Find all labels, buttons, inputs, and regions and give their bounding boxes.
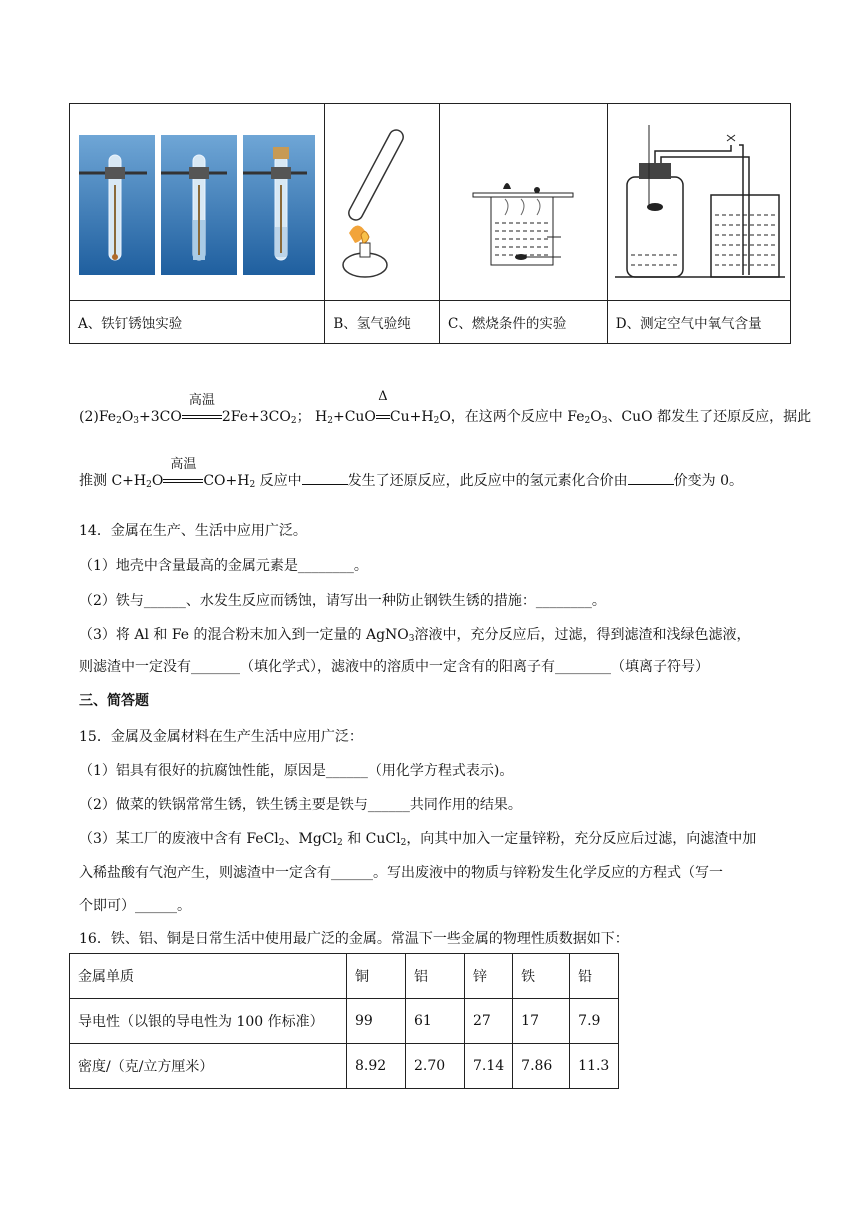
q13-part2-line1: $(2)Fe_2O_3+3CO$ 高温 $2Fe+3CO_2$； $H_2+CuO$ Δ $Cu+H_2O$，在这两个反应中 $Fe_2O_3$、CuO 都发生了还原反应，据此 — [79, 389, 812, 426]
table-cell: 11.3 — [570, 1044, 619, 1089]
q15-part3-line1: （3）某工厂的废液中含有 FeCl$_2$、MgCl$_2$ 和 CuCl$_2$，向其中加入一定量锌粉，充分反应后过滤，向滤渣中加 — [79, 831, 757, 848]
q14-part2: （2）铁与______、水发生反应而锈蚀，请写出一种防止钢铁生锈的措施：________。 — [79, 593, 606, 609]
q15-part2: （2）做菜的铁锅常常生锈，铁生锈主要是铁与______共同作用的结果。 — [79, 797, 522, 813]
table-cell: 2.70 — [406, 1044, 465, 1089]
table-header-cell: 锌 — [465, 954, 513, 999]
table-cell: 密度/（克/立方厘米） — [70, 1044, 347, 1089]
table-cell: 导电性（以银的导电性为 100 作标准） — [70, 999, 347, 1044]
caption-d: D、测定空气中氧气含量 — [607, 301, 790, 344]
table-row — [70, 999, 619, 1044]
caption-b: B、氢气验纯 — [325, 301, 440, 344]
table-cell: 7.14 — [465, 1044, 513, 1089]
test-tubes-image — [77, 115, 317, 285]
table-cell: 7.86 — [513, 1044, 570, 1089]
table-cell: 17 — [513, 999, 570, 1044]
q13-part2-line2: 推测 $C+H_2O$ 高温 $CO+H_2$ 反应中 发生了还原反应，此反应中的氢元素化合价由 价变为 0。 — [79, 457, 744, 490]
table-cell: 7.9 — [570, 999, 619, 1044]
caption-c: C、燃烧条件的实验 — [439, 301, 607, 344]
heat-condition: Δ — [376, 409, 390, 425]
hydrogen-test-image — [325, 104, 440, 301]
experiment-table — [69, 103, 791, 344]
table-cell: 8.92 — [347, 1044, 406, 1089]
answer-blank[interactable] — [628, 484, 674, 485]
q16-title: 16．铁、铝、铜是日常生活中使用最广泛的金属。常温下一些金属的物理性质数据如下： — [79, 931, 629, 947]
table-header-row — [70, 954, 619, 999]
section-heading: 三、简答题 — [79, 693, 149, 709]
q15-part3-line3: 个即可）______。 — [79, 898, 191, 914]
answer-blank[interactable] — [302, 484, 348, 485]
table-header-cell: 铝 — [406, 954, 465, 999]
table-header-cell: 金属单质 — [70, 954, 347, 999]
table-header-cell: 铜 — [347, 954, 406, 999]
table-header-cell: 铅 — [570, 954, 619, 999]
table-cell: 99 — [347, 999, 406, 1044]
rusting-nails-photo — [70, 104, 325, 301]
q15-part1: （1）铝具有很好的抗腐蚀性能，原因是______（用化学方程式表示)。 — [79, 763, 514, 779]
table-row — [70, 1044, 619, 1089]
table-header-cell: 铁 — [513, 954, 570, 999]
q15-part3-line2: 入稀盐酸有气泡产生，则滤渣中一定含有______。写出废液中的物质与锌粉发生化学反应的方程式（写一 — [79, 865, 723, 881]
oxygen-measure-apparatus — [607, 104, 790, 301]
q14-title: 14．金属在生产、生活中应用广泛。 — [79, 523, 307, 539]
q14-part1: （1）地壳中含量最高的金属元素是________。 — [79, 558, 368, 574]
high-temp-condition-2: 高温 — [163, 473, 203, 489]
q15-title: 15．金属及金属材料在生产生活中应用广泛： — [79, 729, 363, 745]
metal-properties-table — [69, 953, 619, 1089]
q14-part3-line2: 则滤渣中一定没有_______（填化学式），滤液中的溶质中一定含有的阳离子有________（填离子符号） — [79, 659, 709, 675]
high-temp-condition: 高温 — [182, 409, 222, 425]
caption-a: A、铁钉锈蚀实验 — [70, 301, 325, 344]
table-cell: 27 — [465, 999, 513, 1044]
q14-part3-line1: （3）将 Al 和 Fe 的混合粉末加入到一定量的 AgNO$_3$溶液中，充分反应后，过滤，得到滤渣和浅绿色滤液， — [79, 627, 751, 644]
table-cell: 61 — [406, 999, 465, 1044]
combustion-apparatus — [439, 104, 607, 301]
